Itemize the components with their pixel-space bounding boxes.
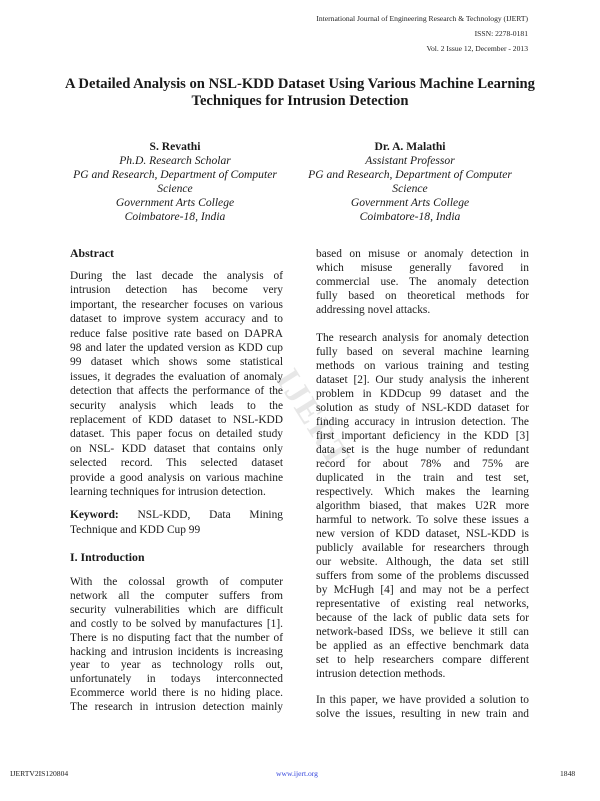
- paper-title-line-2: Techniques for Intrusion Detection: [191, 93, 409, 109]
- author-dept: PG and Research, Department of Computer: [73, 168, 277, 181]
- text-line: fully based on several machine learning: [316, 346, 529, 358]
- text-line: The research analysis for anomaly detection: [316, 332, 529, 344]
- text-line: During the last decade the analysis of: [70, 270, 283, 282]
- right-col-paragraph-1: [316, 247, 529, 317]
- text-line: intrusion detection has become very: [70, 284, 283, 297]
- text-line: by McHugh [4] and may not be a perfect: [316, 584, 529, 596]
- text-line: record for about 78% and 75% are: [316, 458, 529, 470]
- text-line: With the colossal growth of computer: [70, 576, 283, 588]
- text-line: harmful to network. To solve these issues a: [316, 514, 529, 526]
- text-line: duplicated in the train and test set,: [316, 472, 529, 484]
- text-line: 98 and later the updated version as KDD cup: [70, 342, 283, 355]
- text-line: learning techniques for intrusion detection.: [70, 486, 266, 499]
- text-line: hacking and intrusion incidents is increasing: [70, 645, 283, 658]
- text-line: which misuse generally favored in: [316, 262, 529, 274]
- abstract-body: [70, 269, 283, 500]
- text-line: provide a good analysis on various machine: [70, 471, 283, 484]
- text-line: commercial use. The anomaly detection: [316, 276, 529, 288]
- text-line: dataset. This paper focus on detailed study: [70, 428, 283, 441]
- introduction-body: [70, 576, 283, 715]
- text-line: set to help researchers compare different: [316, 654, 529, 666]
- author-dept: PG and Research, Department of Computer: [308, 168, 512, 181]
- introduction-heading: I. Introduction: [70, 550, 145, 564]
- text-line: security vulnerabilities which are difficult: [70, 603, 283, 616]
- abstract-heading: Abstract: [70, 246, 114, 260]
- author-dept-cont: Science: [157, 182, 193, 195]
- ijert-watermark: IJERT: [268, 362, 358, 475]
- text-line: solution as study of NSL-KDD dataset for: [316, 402, 529, 414]
- author-role: Assistant Professor: [365, 154, 455, 167]
- text-line: methods on various training and testing: [316, 360, 529, 372]
- text-line: security analysis which leads to the: [70, 399, 283, 412]
- text-line: unfortunately in todays interconnected: [70, 673, 283, 686]
- text-line: issues, it degrades the evaluation of anomaly: [70, 370, 283, 383]
- text-line: intrusion detection methods.: [316, 668, 446, 680]
- text-line: data set is the huge number of redundant: [316, 444, 529, 456]
- keyword-values-cont: Technique and KDD Cup 99: [70, 524, 201, 536]
- author-2: [280, 140, 540, 224]
- keyword-label: Keyword:: [70, 509, 119, 521]
- text-line: year to year as technology rolls out,: [70, 659, 283, 672]
- author-location: Coimbatore-18, India: [124, 210, 226, 223]
- text-line: algorithm biased, that makes U2R more: [316, 500, 529, 512]
- text-line: respectively. Which makes the learning: [316, 486, 529, 498]
- author-name: S. Revathi: [149, 140, 201, 153]
- keywords: [70, 508, 283, 538]
- text-line: network-based IDSs, we believe it still can: [316, 626, 529, 638]
- text-line: addressing novel attacks.: [316, 304, 431, 316]
- text-line: on NSL- KDD dataset that contains only: [70, 442, 283, 455]
- keyword-values: NSL-KDD, Data Mining: [137, 509, 283, 521]
- text-line: important, the researcher focuses on various: [70, 298, 283, 311]
- text-line: publicly available for researchers through: [316, 542, 529, 554]
- journal-name: International Journal of Engineering Research & Technology (IJERT): [316, 14, 528, 23]
- text-line: selected record. This selected dataset: [70, 457, 283, 470]
- right-col-paragraph-2: [316, 331, 529, 681]
- text-line: dataset [2]. Our study analysis the inherent: [316, 374, 529, 386]
- author-college: Government Arts College: [115, 196, 235, 209]
- text-line: fully based on theoretical methods for: [316, 290, 529, 302]
- text-line: be applied as an effective benchmark data: [316, 640, 529, 652]
- page-number: 1848: [560, 769, 576, 778]
- text-line: based on misuse or anomaly detection in: [316, 248, 529, 260]
- right-col-paragraph-3: [316, 693, 529, 721]
- text-line: There is no disputing fact that the number of: [70, 631, 283, 644]
- text-line: 99 dataset which shows some statistical: [70, 356, 283, 369]
- text-line: new version of KDD dataset, NSL-KDD is: [316, 528, 529, 540]
- issn: ISSN: 2278-0181: [474, 29, 528, 38]
- text-line: our website. Although, the data set still: [316, 556, 529, 568]
- text-line: finding accuracy in intrusion detection. The: [316, 416, 529, 428]
- author-dept-cont: Science: [392, 182, 428, 195]
- volume-issue: Vol. 2 Issue 12, December - 2013: [426, 44, 528, 53]
- text-line: and costly to be solved by manufactures [1].: [70, 617, 283, 630]
- text-line: replacement of KDD dataset to NSL-KDD: [70, 414, 283, 427]
- paper-title-line-1: A Detailed Analysis on NSL-KDD Dataset Using Various Machine Learning: [65, 76, 535, 92]
- website-link[interactable]: www.ijert.org: [276, 769, 318, 778]
- paper-id: IJERTV2IS120804: [10, 769, 69, 778]
- text-line: representative of existing real networks,: [316, 598, 529, 610]
- author-location: Coimbatore-18, India: [359, 210, 461, 223]
- author-role: Ph.D. Research Scholar: [119, 154, 231, 167]
- text-line: detection that affects the performance of the: [70, 385, 283, 398]
- text-line: Ecommerce world there is no hiding place.: [70, 687, 283, 700]
- text-line: dataset to improve system accuracy and to: [70, 313, 283, 326]
- author-college: Government Arts College: [350, 196, 470, 209]
- text-line: problem in KDDcup 99 dataset and the: [316, 388, 529, 400]
- text-line: solve the issues, resulting in new train and: [316, 708, 529, 720]
- text-line: network all the computer suffers from: [70, 589, 283, 602]
- text-line: reduce false positive rate based on DAPRA: [70, 327, 283, 340]
- text-line: The research in intrusion detection mainly: [70, 701, 283, 714]
- author-name: Dr. A. Malathi: [374, 140, 446, 153]
- text-line: In this paper, we have provided a solution to: [316, 694, 529, 706]
- text-line: suffers from some of the problems discussed: [316, 570, 529, 582]
- author-1: [45, 140, 305, 224]
- text-line: first important deficiency in the KDD [3]: [316, 430, 529, 442]
- text-line: because of the lack of public data sets for: [316, 612, 529, 624]
